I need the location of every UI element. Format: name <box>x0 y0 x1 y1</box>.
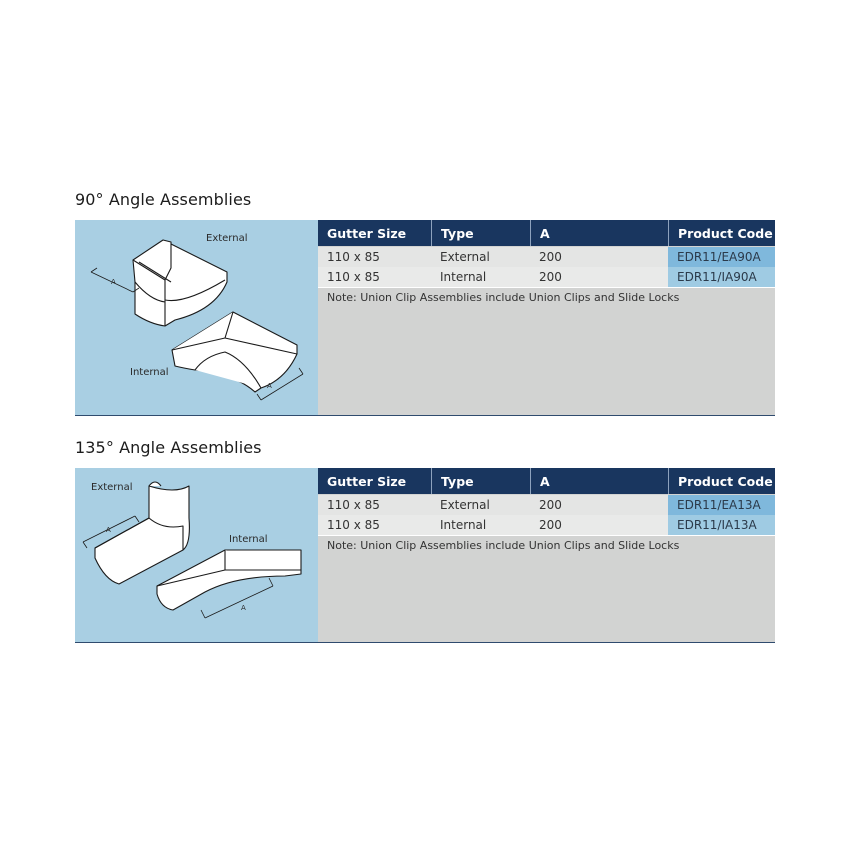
dimension-a-label-external: A <box>106 526 111 534</box>
cell-product-code: EDR11/EA90A <box>668 247 775 267</box>
cell-type: External <box>440 498 490 512</box>
panel-135-angle <box>75 468 775 643</box>
panel-90-angle <box>75 220 775 416</box>
cell-a: 200 <box>539 250 562 264</box>
cell-gutter-size: 110 x 85 <box>327 270 380 284</box>
dimension-a-label-internal: A <box>267 382 272 390</box>
table-header <box>318 220 775 246</box>
note-text: Note: Union Clip Assemblies include Union Clips and Slide Locks <box>327 539 680 552</box>
header-type: Type <box>431 468 530 494</box>
header-a: A <box>530 220 668 246</box>
dimension-a-label-internal: A <box>241 604 246 612</box>
cell-gutter-size: 110 x 85 <box>327 498 380 512</box>
header-gutter-size: Gutter Size <box>327 473 407 489</box>
cell-type: Internal <box>440 270 487 284</box>
dimension-a-label-external: A <box>111 278 116 286</box>
cell-a: 200 <box>539 498 562 512</box>
section-title-90: 90° Angle Assemblies <box>75 190 252 209</box>
internal-label: Internal <box>130 367 169 378</box>
gutter-135-drawing <box>75 468 318 642</box>
note-text: Note: Union Clip Assemblies include Union Clips and Slide Locks <box>327 291 680 304</box>
external-label: External <box>91 482 133 493</box>
cell-type: Internal <box>440 518 487 532</box>
cell-a: 200 <box>539 270 562 284</box>
cell-type: External <box>440 250 490 264</box>
spec-table-90 <box>318 220 775 415</box>
cell-product-code: EDR11/EA13A <box>668 495 775 515</box>
header-product-code: Product Code <box>668 468 775 494</box>
table-row <box>318 267 775 288</box>
external-label: External <box>206 233 248 244</box>
gutter-90-drawing <box>75 220 318 415</box>
section-title-135: 135° Angle Assemblies <box>75 438 262 457</box>
illustration-90-angle <box>75 220 318 415</box>
table-row <box>318 495 775 515</box>
cell-product-code: EDR11/IA90A <box>668 267 775 287</box>
header-product-code: Product Code <box>668 220 775 246</box>
illustration-135-angle <box>75 468 318 642</box>
spec-table-135 <box>318 468 775 642</box>
cell-gutter-size: 110 x 85 <box>327 250 380 264</box>
cell-a: 200 <box>539 518 562 532</box>
header-type: Type <box>431 220 530 246</box>
internal-label: Internal <box>229 534 268 545</box>
header-gutter-size: Gutter Size <box>327 225 407 241</box>
header-a: A <box>530 468 668 494</box>
table-row <box>318 247 775 267</box>
table-row <box>318 515 775 536</box>
cell-gutter-size: 110 x 85 <box>327 518 380 532</box>
cell-product-code: EDR11/IA13A <box>668 515 775 535</box>
table-header <box>318 468 775 494</box>
